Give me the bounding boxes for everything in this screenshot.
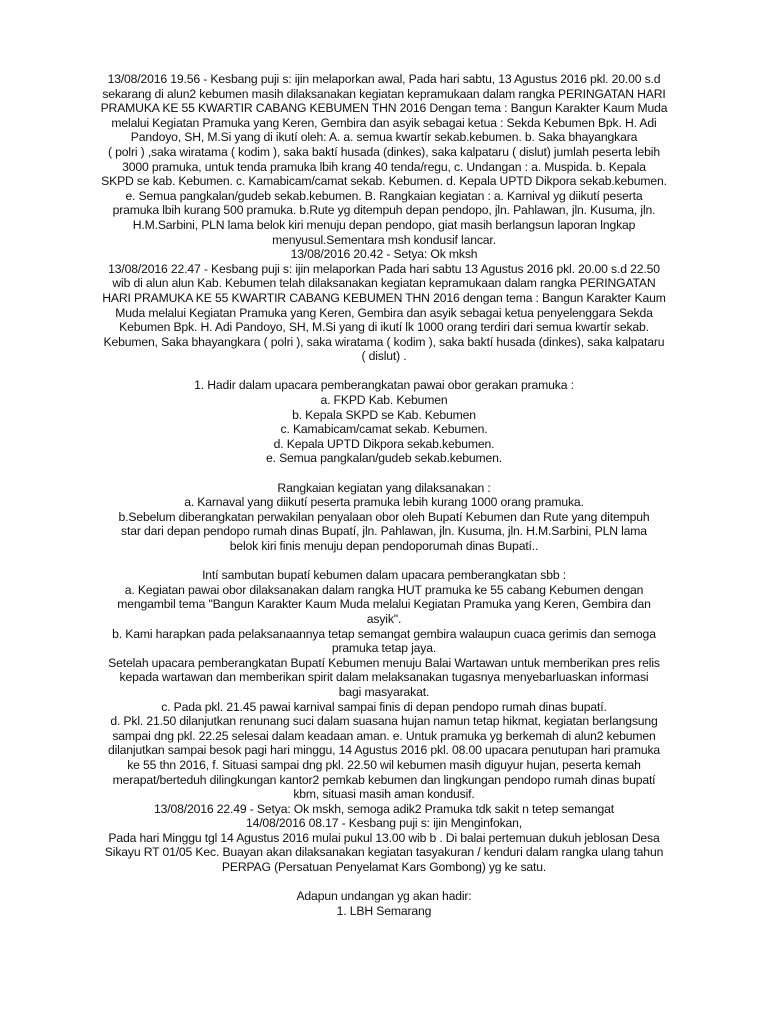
text-line: pramuka tetap jaya. [331, 641, 437, 656]
text-line: pramuka lbih kurang 500 pramuka. b.Rute yg ditempuh depan pendopo, jln. Pahlawan, jln. Kusuma, jln. [112, 203, 656, 218]
text-line: merapat/berteduh dilingkungan kantor2 pemkab kebumen dan lingkungan pendopo rumah dinas bupatí [112, 772, 656, 787]
text-line: e. Semua pangkalan/gudeb sekab.kebumen. B. Rangkaian kegiatan : a. Karnival yg diikutí peserta [125, 188, 643, 203]
text-line: a. FKPD Kab. Kebumen [320, 393, 448, 408]
text-line: Pandoyo, SH, M.Si yang di ikutí oleh: A. a. semua kwartír sekab.kebumen. b. Saka bhayangkara [130, 130, 638, 145]
text-line: PERPAG (Persatuan Penyelamat Kars Gombong) yg ke satu. [221, 860, 547, 875]
text-line: Rangkaian kegiatan yang dilaksanakan : [277, 480, 491, 495]
text-line: 13/08/2016 22.47 - Kesbang puji s: ijin melaporkan Pada hari sabtu 13 Agustus 2016 pkl. 20.00 s.d 22.50 [108, 261, 660, 276]
text-line: a. Karnaval yang diikutí peserta pramuka lebih kurang 1000 orang pramuka. [184, 495, 584, 510]
text-line: a. Kegiatan pawai obor dilaksanakan dalam rangka HUT pramuka ke 55 cabang Kebumen dengan [124, 582, 644, 597]
text-line: Setelah upacara pemberangkatan Bupatí Kebumen menuju Balai Wartawan untuk memberikan pres relis [108, 655, 660, 670]
text-line: Sikayu RT 01/05 Kec. Buayan akan dilaksanakan kegiatan tasyakuran / kenduri dalam rangka ulang tahun [104, 845, 664, 860]
text-line: c. Kamabicam/camat sekab. Kebumen. [280, 422, 488, 437]
text-line: 1. LBH Semarang [336, 903, 432, 918]
text-line: 13/08/2016 19.56 - Kesbang puji s: ijin melaporkan awal, Pada hari sabtu, 13 Agustus 2016 pkl. 20.00 s.d [107, 72, 661, 86]
text-line: c. Pada pkl. 21.45 pawai karnival sampai finis di depan pendopo rumah dinas bupatí. [161, 699, 607, 714]
text-line: sampai dng pkl. 22.25 selesai dalam keadaan aman. e. Untuk pramuka yg berkemah di alun2 kebumen [112, 728, 656, 743]
text-line: 13/08/2016 20.42 - Setya: Ok mksh [290, 247, 478, 262]
text-line: dilanjutkan sampai besok pagi hari minggu, 14 Agustus 2016 pkl. 08.00 upacara penutupan hari pramuka [107, 743, 661, 758]
text-line: Intí sambutan bupatí kebumen dalam upacara pemberangkatan sbb : [202, 568, 566, 583]
text-line: wib di alun alun Kab. Kebumen telah dilaksanakan kegiatan kepramukaan dalam rangka PERINGATAN [112, 276, 656, 291]
text-line: H.M.Sarbini, PLN lama belok kiri menuju depan pendopo, giat masih berlangsun laporan lngkap [132, 217, 636, 232]
text-line: Adapun undangan yg akan hadir: [296, 889, 472, 904]
text-line: menyusul.Sementara msh kondusif lancar. [272, 232, 496, 247]
blank-line [0, 554, 768, 569]
blank-line [0, 875, 768, 890]
text-line: asyik". [366, 611, 402, 626]
text-line: d. Pkl. 21.50 dilanjutkan renunang suci dalam suasana hujan namun tetap hikmat, kegiatan berlangsung [110, 714, 658, 729]
text-line: melalui Kegiatan Pramuka yang Keren, Gembira dan asyik sebagai ketua : Sekda Kebumen Bpk. H. Adi [111, 115, 657, 130]
text-line: sekarang di alun2 kebumen masih dilaksanakan kegiatan kepramukaan dalam rangka PERINGATAN HARI [102, 86, 666, 101]
text-line: 3000 pramuka, untuk tenda pramuka lbih krang 40 tenda/regu, c. Undangan : a. Muspida. b. Kepala [122, 159, 646, 174]
blank-line [0, 466, 768, 481]
text-line: Kebumen Bpk. H. Adi Pandoyo, SH, M.Si yang di ikutí lk 1000 orang terdiri dari semua kwartír sekab. [119, 320, 649, 335]
text-line: kbm, situasi masih aman kondusif. [293, 787, 475, 802]
text-line: mengambil tema "Bangun Karakter Kaum Muda melalui Kegiatan Pramuka yang Keren, Gembira dan [117, 597, 651, 612]
text-line: PRAMUKA KE 55 KWARTIR CABANG KEBUMEN THN 2016 Dengan tema : Bangun Karakter Kaum Muda [100, 101, 668, 116]
text-line: b. Kepala SKPD se Kab. Kebumen [292, 407, 476, 422]
text-line: ke 55 thn 2016, f. Situasi sampai dng pkl. 22.50 wil kebumen masih diguyur hujan, peserta kemah [127, 757, 641, 772]
blank-line [0, 364, 768, 379]
text-line: kepada wartawan dan memberikan spirit dalam melaksanakan tugasnya menyebarluaskan informasi [119, 670, 649, 685]
text-line: d. Kepala UPTD Dikpora sekab.kebumen. [273, 436, 495, 451]
text-line: b. Kami harapkan pada pelaksanaannya tetap semangat gembira walaupun cuaca gerimis dan semoga [112, 626, 656, 641]
text-line: SKPD se kab. Kebumen. c. Kamabicam/camat sekab. Kebumen. d. Kepala UPTD Dikpora sekab.kebumen. [101, 174, 667, 189]
text-line: e. Semua pangkalan/gudeb sekab.kebumen. [265, 451, 503, 466]
document-body [0, 72, 768, 918]
text-line: bagi masyarakat. [338, 684, 430, 699]
text-line: Pada hari Minggu tgl 14 Agustus 2016 mulai pukul 13.00 wib b . Di balai pertemuan dukuh jeblosan Desa [108, 830, 660, 845]
text-line: 14/08/2016 08.17 - Kesbang puji s: ijin Menginfokan, [245, 816, 523, 831]
text-line: Muda melalui Kegiatan Pramuka yang Keren, Gembira dan asyik sebagai ketua penyelenggara Sekda [115, 305, 653, 320]
text-line: 1. Hadir dalam upacara pemberangkatan pawai obor gerakan pramuka : [194, 378, 574, 393]
text-line: b.Sebelum diberangkatan perwakilan penyalaan obor oleh Bupatí Kebumen dan Rute yang ditempuh [118, 509, 650, 524]
text-line: ( polri ) ,saka wiratama ( kodim ), saka baktí husada (dinkes), saka kalpataru ( dislut) jumlah peserta lebih [108, 144, 660, 159]
text-line: Kebumen, Saka bhayangkara ( polri ), saka wiratama ( kodim ), saka baktí husada (dinkes), saka kalpataru [103, 334, 665, 349]
text-line: star dari depan pendopo rumah dinas Bupatí, jln. Pahlawan, jln. Kusuma, jln. H.M.Sarbini, PLN lama [121, 524, 647, 539]
text-line: 13/08/2016 22.49 - Setya: Ok mskh, semoga adik2 Pramuka tdk sakit n tetep semangat [154, 801, 614, 816]
text-line: ( dislut) . [361, 349, 407, 364]
text-line: belok kiri finis menuju depan pendoporumah dinas Bupatí.. [229, 539, 539, 553]
text-line: HARI PRAMUKA KE 55 KWARTIR CABANG KEBUMEN THN 2016 dengan tema : Bangun Karakter Kaum [102, 290, 666, 305]
